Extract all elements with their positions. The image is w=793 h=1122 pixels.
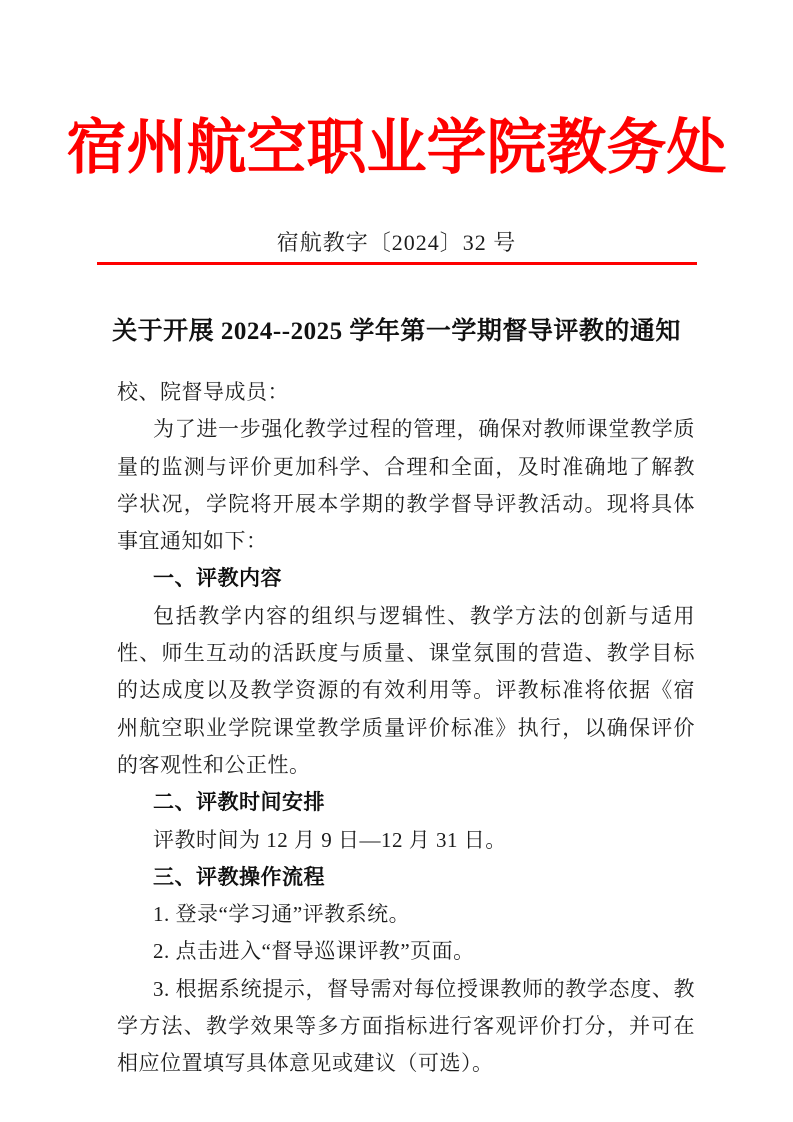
section-heading-content: 一、评教内容 xyxy=(153,566,282,591)
notice-body xyxy=(117,374,695,1083)
procedure-step-1: 1. 登录“学习通”评教系统。 xyxy=(153,902,411,927)
section-paragraph-content: 包括教学内容的组织与逻辑性、教学方法的创新与适用性、师生互动的活跃度与质量、课堂氛围的营造、教学目标的达成度以及教学资源的有效利用等。评教标准将依据《宿州航空职业学院课堂教学质量评价标准》执行，以确保评价的客观性和公正性。 xyxy=(117,603,695,777)
procedure-step-3: 3. 根据系统提示，督导需对每位授课教师的教学态度、教学方法、教学效果等多方面指标进行客观评价打分，并可在相应位置填写具体意见或建议（可选）。 xyxy=(117,976,695,1076)
section-paragraph-schedule: 评教时间为 12 月 9 日—12 月 31 日。 xyxy=(153,827,507,852)
salutation: 校、院督导成员： xyxy=(117,380,289,404)
letterhead-title: 宿州航空职业学院教务处 xyxy=(66,115,727,181)
red-divider-line xyxy=(97,262,697,265)
document-number: 宿航教字〔2024〕32 号 xyxy=(276,230,517,255)
section-heading-procedure: 三、评教操作流程 xyxy=(153,864,325,889)
section-heading-schedule: 二、评教时间安排 xyxy=(153,790,325,815)
intro-paragraph: 为了进一步强化教学过程的管理，确保对教师课堂教学质量的监测与评价更加科学、合理和全面，及时准确地了解教学状况，学院将开展本学期的教学督导评教活动。现将具体事宜通知如下： xyxy=(117,417,695,554)
notice-title: 关于开展 2024--2025 学年第一学期督导评教的通知 xyxy=(112,318,681,345)
procedure-step-2: 2. 点击进入“督导巡课评教”页面。 xyxy=(153,939,475,964)
